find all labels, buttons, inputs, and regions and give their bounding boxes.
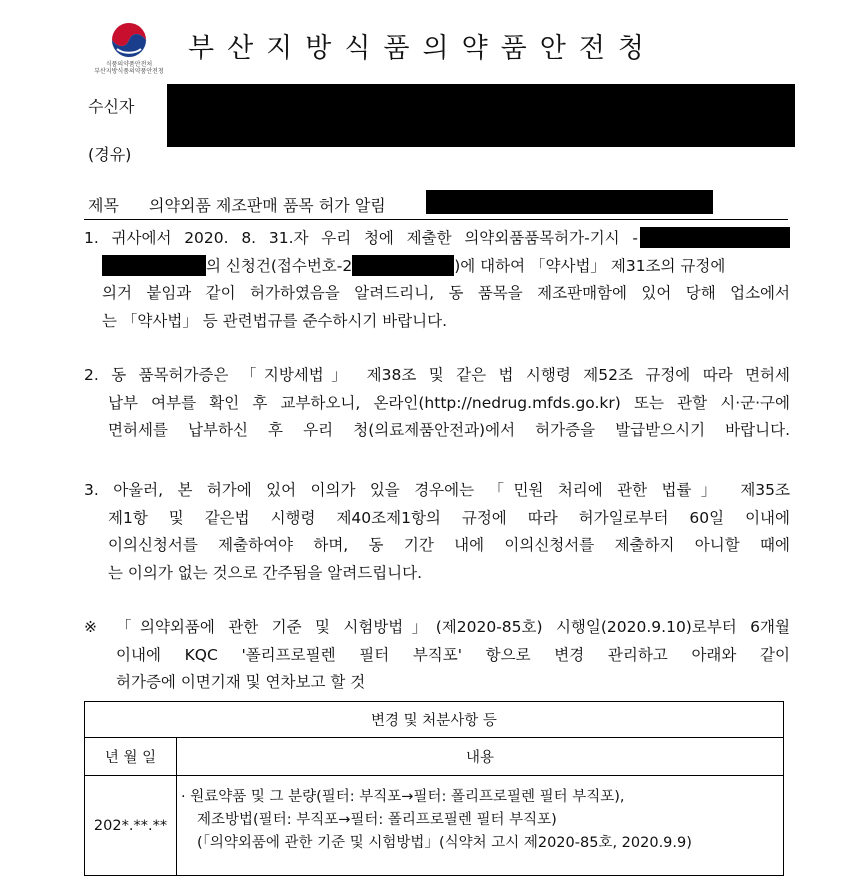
row-date: 202*.**.**: [85, 776, 177, 876]
change-history-table: [84, 701, 784, 876]
table-title: 변경 및 처분사항 등: [85, 702, 784, 738]
p1-line-4: 는 「약사법」 등 관련법규를 준수하시기 바랍니다.: [102, 311, 448, 330]
header-divider: [84, 219, 788, 220]
recipient-label: 수신자: [88, 97, 135, 116]
row-content-line-2: 제조방법(필터: 부직포→필터: 폴리프로필렌 필터 부직포): [197, 812, 557, 828]
note-line-3: 허가증에 이면기재 및 연차보고 할 것: [116, 673, 366, 691]
note-mark: ※: [84, 618, 97, 636]
p1-line-1: 1. 귀사에서 2020. 8. 31.자 우리 청에 제출한 의약외품품목허가-기시 -: [84, 229, 638, 247]
row-content-line-3: (「의약외품에 관한 기준 및 시험방법」(식약처 고시 제2020-85호, 2020.9.9): [197, 835, 692, 851]
p3-line-1: 3. 아울러, 본 허가에 있어 이의가 있을 경우에는 「민원 처리에 관한 법률」 제35조: [84, 481, 790, 499]
column-header-content: 내용: [177, 738, 784, 776]
row-content: [177, 776, 784, 876]
paragraph-3: [84, 477, 790, 587]
note-line-1: 「의약외품에 관한 기준 및 시험방법」(제2020-85호) 시행일(2020.9.10)로부터 6개월: [116, 618, 790, 636]
p1-line-3: 의거 붙임과 같이 허가하였음을 알려드리니, 동 품목을 제조판매함에 있어 당해 업소에서: [102, 284, 790, 302]
item-name-redaction: [640, 227, 790, 248]
logo-caption-ministry: 식품의약품안전처: [105, 61, 153, 68]
receipt-number-redaction: [352, 255, 454, 276]
table-title-row: [85, 702, 784, 738]
table-header-row: [85, 738, 784, 776]
note: [116, 614, 790, 697]
subject-label: 제목: [88, 196, 119, 215]
paragraph-2: [84, 362, 790, 445]
subject-text: 의약외품 제조판매 품목 허가 알림: [149, 196, 386, 215]
applicant-redaction: [102, 255, 206, 276]
via-label: (경유): [88, 145, 132, 164]
agency-title: 부산지방식품의약품안전청: [188, 33, 657, 64]
note-line-2: 이내에 KQC '폴리프로필렌 필터 부직포' 항으로 변경 관리하고 아래와 같이: [116, 645, 790, 664]
logo-caption-office: 부산지방식품의약품안전청: [94, 68, 164, 75]
table-row: [85, 776, 784, 876]
p1-line-2: 의 신청건(접수번호-2 )에 대하여 「약사법」 제31조의 규정에: [84, 253, 790, 281]
column-header-date: 년 월 일: [85, 738, 177, 776]
p3-line-3: 이의신청서를 제출하여야 하며, 동 기간 내에 이의신청서를 제출하지 아니할 때에: [108, 536, 790, 554]
row-content-line-1: · 원료약품 및 그 분량(필터: 부직포→필터: 폴리프로필렌 필터 부직포),: [181, 789, 625, 805]
p3-line-4: 는 이의가 없는 것으로 간주됨을 알려드립니다.: [108, 563, 423, 582]
p2-line-2: 납부 여부를 확인 후 교부하오니, 온라인(http://nedrug.mfds.go.kr) 또는 관할 시·군·구에: [108, 393, 790, 412]
recipient-redaction: [167, 84, 795, 147]
p2-line-3: 면허세를 납부하신 후 우리 청(의료제품안전과)에서 허가증을 발급받으시기 바랍니다.: [108, 421, 790, 439]
subject-redaction: [426, 190, 713, 214]
p3-line-2: 제1항 및 같은법 시행령 제40조제1항의 규정에 따라 허가일로부터 60일 이내에: [108, 508, 790, 527]
p2-line-1: 2. 동 품목허가증은 「지방세법」 제38조 및 같은 법 시행령 제52조 규정에 따라 면허세: [84, 366, 790, 384]
